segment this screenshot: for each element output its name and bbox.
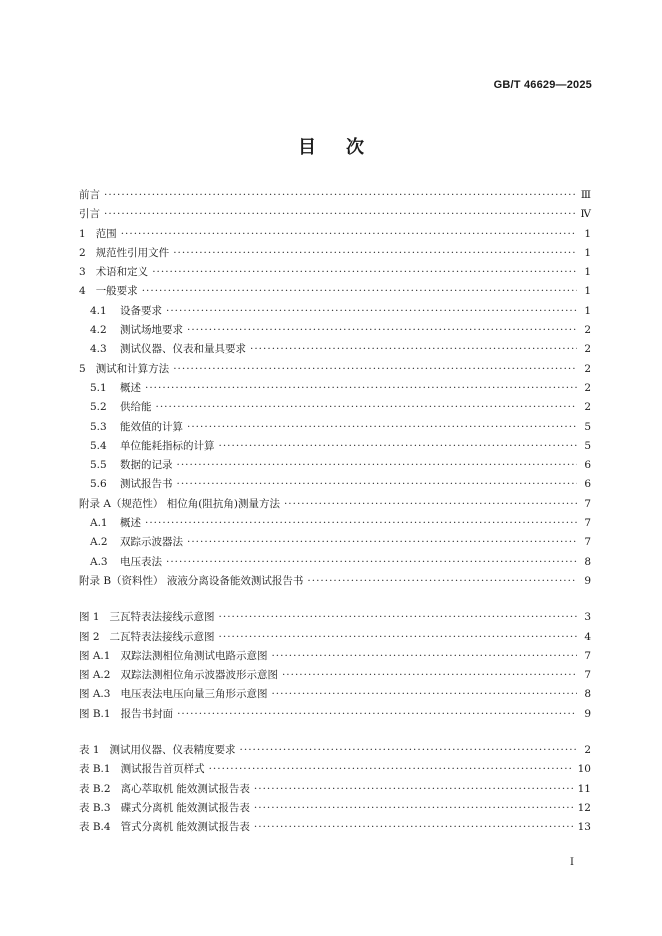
standard-number: GB/T 46629—2025 [493, 79, 592, 91]
dot-leader [145, 517, 577, 529]
section-gap [79, 725, 591, 742]
toc-entry-text: 电压表法 [120, 555, 162, 568]
toc-entry-page: 2 [584, 362, 591, 375]
toc-entry-number: 1 [79, 227, 86, 240]
dot-leader [152, 266, 577, 278]
dot-leader [240, 744, 577, 756]
toc-entry-number: A.2 [90, 536, 108, 549]
table-of-contents [79, 187, 591, 839]
toc-entry-page: 8 [584, 688, 591, 701]
toc-entry-label [90, 457, 173, 472]
toc-entry-label [79, 706, 173, 721]
toc-entry-label [90, 380, 141, 395]
dot-leader [121, 228, 577, 240]
toc-entry-label [90, 438, 215, 453]
dot-leader [254, 821, 574, 833]
toc-entry-number: 5.2 [90, 401, 107, 414]
toc-entry-number: 5.5 [90, 459, 107, 472]
toc-entry-text: 测试场地要求 [120, 324, 183, 337]
toc-entry-number: 5.6 [90, 478, 107, 491]
toc-figures-section [79, 609, 591, 725]
toc-entry-label [79, 226, 117, 241]
toc-entry-page: 1 [584, 227, 591, 240]
dot-leader [271, 650, 577, 662]
dot-leader [187, 324, 577, 336]
toc-entry-text: 概述 [120, 381, 141, 394]
toc-entry-text: 双踪法测相位角测试电路示意图 [120, 649, 268, 662]
toc-entry-page: 8 [584, 555, 591, 568]
toc-entry-label [79, 496, 280, 511]
toc-entry-label [90, 534, 183, 549]
dot-leader [177, 478, 578, 490]
toc-entry-text: 离心萃取机 能效测试报告表 [120, 782, 250, 795]
toc-entry-number: 图 1 [79, 611, 100, 624]
toc-entry-label [79, 629, 215, 644]
page-number: I [570, 857, 574, 868]
dot-leader [166, 305, 577, 317]
toc-entry[interactable] [79, 534, 591, 553]
toc-entry-label [79, 686, 267, 701]
toc-entry-page: 2 [584, 401, 591, 414]
dot-leader [142, 285, 577, 297]
toc-entry[interactable] [79, 322, 591, 341]
toc-entry-text: 测试和计算方法 [95, 362, 170, 375]
toc-entry-text: 供给能 [120, 401, 152, 414]
toc-entry-number: 图 2 [79, 630, 100, 643]
toc-entry[interactable] [79, 380, 591, 399]
toc-entry-text: 单位能耗指标的计算 [120, 439, 215, 452]
toc-entry-page: 9 [584, 574, 591, 587]
dot-leader [219, 611, 577, 623]
toc-entry-number: 2 [79, 246, 86, 259]
dot-leader [187, 421, 577, 433]
toc-entry[interactable] [79, 303, 591, 322]
toc-entry-text: 双踪法测相位角示波器波形示意图 [120, 669, 278, 682]
figure-entry[interactable] [79, 629, 591, 648]
toc-entry[interactable] [79, 476, 591, 495]
dot-leader [219, 631, 577, 643]
figure-entry[interactable] [79, 609, 591, 628]
toc-entry-label [90, 399, 152, 414]
toc-entry-label [79, 761, 205, 776]
toc-entry-number: 4.1 [90, 304, 107, 317]
toc-entry-page: 13 [577, 821, 591, 834]
toc-entry-text: 前言 [79, 189, 100, 201]
toc-entry-number: 表 B.1 [79, 763, 111, 776]
dot-leader [250, 343, 577, 355]
toc-entry-label [90, 554, 162, 569]
toc-entry-text: 二瓦特表法接线示意图 [109, 630, 215, 643]
toc-entry-label [90, 303, 162, 318]
table-entry[interactable] [79, 781, 591, 800]
toc-entry-number: A.3 [90, 555, 108, 568]
dot-leader [173, 247, 577, 259]
toc-entry-text: 附录 A（规范性） 相位角(阻抗角)测量方法 [79, 497, 280, 510]
dot-leader [187, 536, 577, 548]
figure-entry[interactable] [79, 667, 591, 686]
dot-leader [209, 763, 574, 775]
toc-entry[interactable] [79, 419, 591, 438]
toc-entry-page: 12 [577, 801, 591, 814]
toc-entry-label [79, 206, 100, 221]
toc-entry-label [79, 800, 250, 815]
toc-entry-page: 4 [584, 630, 591, 643]
toc-entry-page: Ⅳ [580, 208, 591, 221]
toc-entry-label [90, 476, 173, 491]
toc-entry[interactable] [79, 438, 591, 457]
toc-tables-section [79, 742, 591, 838]
toc-entry-number: 图 A.2 [79, 669, 111, 682]
dot-leader [166, 556, 577, 568]
toc-entry[interactable] [79, 264, 591, 283]
toc-entry-label [79, 648, 267, 663]
toc-entry-label [79, 245, 169, 260]
toc-entry-number: 5.3 [90, 420, 107, 433]
toc-entry-text: 测试报告书 [120, 478, 173, 491]
toc-entry-text: 报告书封面 [120, 707, 174, 720]
toc-entry-text: 范围 [95, 227, 117, 240]
toc-title: 目次 [298, 137, 394, 158]
toc-entry[interactable] [79, 341, 591, 360]
dot-leader [307, 575, 577, 587]
toc-entry-text: 规范性引用文件 [95, 246, 170, 259]
toc-entry-page: 7 [584, 649, 591, 662]
table-entry[interactable] [79, 819, 591, 838]
toc-entry-text: 附录 B（资料性） 液液分离设备能效测试报告书 [79, 574, 304, 587]
toc-entry-number: 5.1 [90, 381, 107, 394]
toc-entry-number: A.1 [90, 517, 108, 530]
toc-entry-text: 测试仪器、仪表和量具要求 [120, 343, 246, 356]
toc-entry-page: 10 [577, 763, 591, 776]
toc-entry-label [90, 322, 183, 337]
toc-entry-text: 测试用仪器、仪表精度要求 [109, 744, 236, 757]
toc-entry[interactable] [79, 245, 591, 264]
toc-entry-text: 电压表法电压向量三角形示意图 [120, 688, 268, 701]
toc-entry-number: 4 [79, 285, 86, 298]
toc-entry-page: 5 [584, 420, 591, 433]
toc-entry[interactable] [79, 206, 591, 225]
toc-entry-label [90, 419, 183, 434]
toc-entry-number: 图 A.3 [79, 688, 111, 701]
toc-entry-label [79, 264, 148, 279]
table-entry[interactable] [79, 761, 591, 780]
dot-leader [219, 440, 578, 452]
toc-entry-text: 引言 [79, 208, 100, 221]
figure-entry[interactable] [79, 686, 591, 705]
toc-entry-label [79, 781, 250, 796]
toc-entry-label [79, 742, 236, 757]
toc-entry-page: 6 [584, 478, 591, 491]
dot-leader [173, 363, 577, 375]
toc-entry-number: 3 [79, 266, 86, 279]
toc-entry-text: 能效值的计算 [120, 420, 183, 433]
toc-entry-number: 图 A.1 [79, 649, 111, 662]
toc-entry-page: 1 [584, 285, 591, 298]
toc-entry-text: 概述 [120, 517, 141, 530]
toc-entry-number: 表 1 [79, 744, 100, 757]
toc-entry-page: 7 [584, 517, 591, 530]
dot-leader [271, 688, 577, 700]
toc-entry-label [79, 609, 215, 624]
toc-entry-page: 7 [584, 497, 591, 510]
toc-entry-page: 2 [584, 381, 591, 394]
toc-entry-number: 图 B.1 [79, 707, 111, 720]
toc-entry-text: 设备要求 [120, 304, 162, 317]
toc-entry[interactable] [79, 399, 591, 418]
toc-entry-text: 测试报告首页样式 [120, 763, 205, 776]
toc-entry-page: 7 [584, 536, 591, 549]
toc-entry-page: 9 [584, 707, 591, 720]
toc-entry[interactable] [79, 361, 591, 380]
toc-entry[interactable] [79, 554, 591, 573]
dot-leader [254, 802, 574, 814]
dot-leader [104, 189, 577, 201]
toc-entry-label [90, 515, 141, 530]
table-entry[interactable] [79, 742, 591, 761]
toc-entry-page: 2 [584, 343, 591, 356]
toc-entry-page: 6 [584, 459, 591, 472]
dot-leader [177, 459, 578, 471]
toc-entry-number: 5 [79, 362, 86, 375]
toc-entry-page: 11 [577, 782, 591, 795]
toc-entry[interactable] [79, 283, 591, 302]
toc-entry-text: 碟式分离机 能效测试报告表 [120, 801, 250, 814]
toc-entry-label [79, 667, 278, 682]
figure-entry[interactable] [79, 648, 591, 667]
toc-entry-text: 一般要求 [95, 285, 138, 298]
toc-entry-page: 3 [584, 611, 591, 624]
toc-main-section [79, 187, 591, 592]
toc-entry-label [79, 361, 169, 376]
toc-entry-number: 表 B.4 [79, 821, 111, 834]
toc-entry[interactable] [79, 573, 591, 592]
dot-leader [254, 783, 574, 795]
toc-entry-number: 表 B.2 [79, 782, 111, 795]
dot-leader [284, 498, 577, 510]
toc-entry-text: 数据的记录 [120, 459, 173, 472]
toc-entry-number: 4.3 [90, 343, 107, 356]
toc-entry[interactable] [79, 226, 591, 245]
toc-entry-text: 三瓦特表法接线示意图 [109, 611, 215, 624]
toc-entry-page: 1 [584, 266, 591, 279]
toc-entry-page: 1 [584, 304, 591, 317]
figure-entry[interactable] [79, 706, 591, 725]
toc-entry-text: 管式分离机 能效测试报告表 [120, 821, 250, 834]
table-entry[interactable] [79, 800, 591, 819]
toc-entry[interactable] [79, 496, 591, 515]
dot-leader [282, 669, 577, 681]
dot-leader [104, 208, 577, 220]
toc-entry-label [79, 187, 100, 202]
dot-leader [177, 708, 577, 720]
toc-entry-page: 5 [584, 439, 591, 452]
toc-entry-page: 2 [584, 744, 591, 757]
toc-entry-page: 2 [584, 324, 591, 337]
toc-entry[interactable] [79, 187, 591, 206]
toc-entry-label [79, 283, 138, 298]
toc-entry-label [79, 819, 250, 834]
toc-entry-number: 4.2 [90, 324, 107, 337]
toc-entry-label [79, 573, 303, 588]
toc-entry-number: 表 B.3 [79, 801, 111, 814]
toc-entry[interactable] [79, 515, 591, 534]
toc-entry-label [90, 341, 246, 356]
toc-entry-number: 5.4 [90, 439, 107, 452]
section-gap [79, 592, 591, 609]
toc-entry-text: 术语和定义 [95, 266, 149, 279]
toc-entry-page: 7 [584, 669, 591, 682]
dot-leader [145, 382, 577, 394]
toc-entry-text: 双踪示波器法 [120, 536, 183, 549]
toc-entry[interactable] [79, 457, 591, 476]
toc-entry-page: Ⅲ [580, 189, 591, 201]
toc-entry-page: 1 [584, 246, 591, 259]
dot-leader [156, 401, 578, 413]
